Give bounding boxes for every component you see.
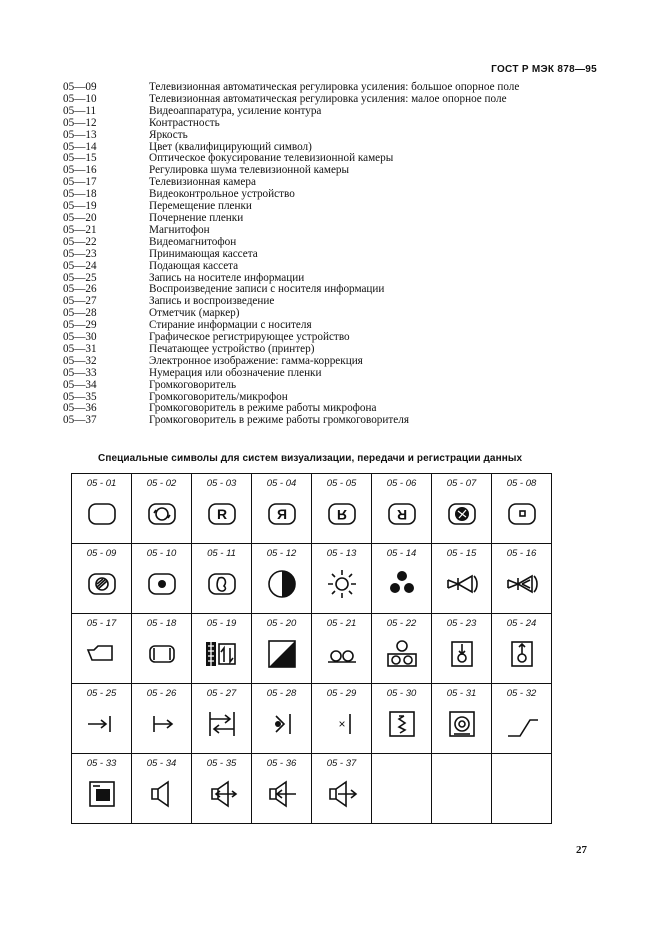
item-description: Громкоговоритель в режиме работы громкоговорителя <box>149 414 409 427</box>
item-description: Телевизионная камера <box>149 176 256 189</box>
symbol-graphic-icon <box>204 706 240 742</box>
symbol-graphic-icon <box>204 636 240 672</box>
item-description: Оптическое фокусирование телевизионной камеры <box>149 152 394 165</box>
symbol-cell <box>312 754 372 824</box>
svg-text:R: R <box>216 506 228 522</box>
list-item <box>63 106 523 118</box>
item-description: Воспроизведение записи с носителя информации <box>149 283 385 296</box>
item-description: Громкоговоритель в режиме работы микрофона <box>149 402 377 415</box>
item-code: 05—36 <box>63 402 97 415</box>
item-description: Видеоаппаратура, усиление контура <box>149 104 322 117</box>
symbol-graphic-icon <box>264 496 300 532</box>
list-item <box>63 261 523 273</box>
list-item <box>63 118 523 130</box>
symbol-graphic-icon <box>204 566 240 602</box>
symbol-graphic-icon <box>144 496 180 532</box>
symbol-graphic-icon <box>84 706 120 742</box>
symbol-graphic-icon <box>504 566 540 602</box>
symbol-label: 05 - 36 <box>266 758 297 769</box>
symbol-label: 05 - 25 <box>86 688 117 699</box>
symbol-graphic-icon <box>444 496 480 532</box>
item-description: Нумерация или обозначение пленки <box>149 366 322 379</box>
item-description: Регулировка шума телевизионной камеры <box>149 164 350 177</box>
symbol-cell <box>492 684 552 754</box>
symbol-cell <box>132 474 192 544</box>
symbol-label: 05 - 27 <box>206 688 237 699</box>
page-number: 27 <box>576 844 587 856</box>
item-code: 05—12 <box>63 116 97 129</box>
symbol-cell <box>132 684 192 754</box>
symbol-label: 05 - 34 <box>146 758 177 769</box>
item-code: 05—35 <box>63 390 97 403</box>
symbol-cell <box>372 684 432 754</box>
symbol-cell <box>192 544 252 614</box>
item-description: Контрастность <box>149 116 220 129</box>
symbol-graphic-icon <box>324 706 360 742</box>
symbol-cell <box>72 684 132 754</box>
symbol-cell <box>432 474 492 544</box>
item-code: 05—33 <box>63 366 97 379</box>
item-code: 05—19 <box>63 200 97 213</box>
item-description: Запись на носителе информации <box>149 271 305 284</box>
item-code: 05—30 <box>63 331 97 344</box>
symbols-row <box>72 754 552 824</box>
symbol-cell <box>252 544 312 614</box>
symbol-graphic-icon <box>444 706 480 742</box>
symbol-cell <box>372 474 432 544</box>
symbol-cell <box>192 754 252 824</box>
symbols-row <box>72 544 552 614</box>
table-caption: Специальные символы для систем визуализации, передачи и регистрации данных <box>98 453 523 464</box>
symbol-graphic-icon <box>384 566 420 602</box>
item-description: Телевизионная автоматическая регулировка усиления: большое опорное поле <box>149 81 520 93</box>
symbol-graphic-icon <box>324 636 360 672</box>
list-item <box>63 249 523 261</box>
symbols-row <box>72 684 552 754</box>
symbol-graphic-icon <box>204 776 240 812</box>
symbol-cell <box>132 544 192 614</box>
symbol-label: 05 - 32 <box>506 688 537 699</box>
item-code: 05—31 <box>63 342 97 355</box>
symbol-graphic-icon <box>324 776 360 812</box>
item-description: Принимающая кассета <box>149 247 258 260</box>
symbol-cell <box>432 544 492 614</box>
list-item <box>63 237 523 249</box>
symbol-graphic-icon <box>264 636 300 672</box>
symbol-graphic-icon <box>504 706 540 742</box>
symbol-graphic-icon <box>444 636 480 672</box>
symbol-cell <box>192 614 252 684</box>
symbol-graphic-icon <box>444 566 480 602</box>
item-description: Перемещение пленки <box>149 200 252 213</box>
list-item <box>63 415 523 427</box>
item-code: 05—16 <box>63 164 97 177</box>
symbol-graphic-icon <box>384 496 420 532</box>
item-description: Запись и воспроизведение <box>149 295 275 308</box>
symbol-graphic-icon <box>84 636 120 672</box>
symbol-label: 05 - 33 <box>86 758 117 769</box>
symbol-label: 05 - 10 <box>146 548 177 559</box>
symbol-cell <box>192 684 252 754</box>
symbol-label: 05 - 11 <box>207 548 236 559</box>
symbol-label: 05 - 12 <box>266 548 297 559</box>
symbol-graphic-icon <box>324 496 360 532</box>
item-code: 05—20 <box>63 211 97 224</box>
symbol-label: 05 - 20 <box>266 618 297 629</box>
svg-text:×: × <box>338 717 346 731</box>
symbol-label: 05 - 23 <box>446 618 477 629</box>
symbol-label: 05 - 24 <box>506 618 537 629</box>
item-code: 05—32 <box>63 354 97 367</box>
list-item <box>63 368 523 380</box>
empty-cell <box>432 754 492 824</box>
symbol-label: 05 - 26 <box>146 688 177 699</box>
symbol-graphic-icon <box>84 566 120 602</box>
symbol-graphic-icon <box>324 566 360 602</box>
symbol-label: 05 - 15 <box>446 548 477 559</box>
item-code: 05—34 <box>63 378 97 391</box>
item-code: 05—13 <box>63 128 97 141</box>
symbol-graphic-icon <box>384 706 420 742</box>
empty-cell <box>492 754 552 824</box>
symbol-label: 05 - 08 <box>506 478 537 489</box>
symbol-graphic-icon <box>264 566 300 602</box>
item-description: Яркость <box>149 128 188 141</box>
item-code: 05—14 <box>63 140 97 153</box>
symbols-row <box>72 474 552 544</box>
symbol-label: 05 - 02 <box>146 478 177 489</box>
item-code: 05—25 <box>63 271 97 284</box>
list-item <box>63 213 523 225</box>
symbol-label: 05 - 16 <box>506 548 537 559</box>
list-item <box>63 284 523 296</box>
symbol-label: 05 - 01 <box>86 478 117 489</box>
symbol-label: 05 - 30 <box>386 688 417 699</box>
svg-text:R: R <box>396 507 408 523</box>
svg-text:Я: Я <box>276 506 288 522</box>
item-description: Печатающее устройство (принтер) <box>149 342 315 355</box>
symbol-cell <box>252 754 312 824</box>
item-description: Видеоконтрольное устройство <box>149 188 295 201</box>
symbol-label: 05 - 09 <box>86 548 117 559</box>
item-code: 05—23 <box>63 247 97 260</box>
item-description: Телевизионная автоматическая регулировка усиления: малое опорное поле <box>149 92 507 105</box>
item-code: 05—22 <box>63 235 97 248</box>
symbol-cell <box>432 684 492 754</box>
symbols-table <box>71 473 552 824</box>
symbol-cell <box>192 474 252 544</box>
symbol-graphic-icon <box>144 776 180 812</box>
symbol-cell <box>312 544 372 614</box>
list-item <box>63 189 523 201</box>
symbol-cell <box>372 544 432 614</box>
symbol-label: 05 - 14 <box>386 548 417 559</box>
symbol-graphic-icon <box>504 496 540 532</box>
list-item <box>63 380 523 392</box>
symbol-label: 05 - 22 <box>386 618 417 629</box>
item-code: 05—28 <box>63 307 97 320</box>
item-description: Цвет (квалифицирующий символ) <box>149 140 312 153</box>
symbol-cell <box>132 614 192 684</box>
standard-header: ГОСТ Р МЭК 878—95 <box>491 64 597 75</box>
list-item <box>63 225 523 237</box>
symbol-graphic-icon <box>204 496 240 532</box>
list-item <box>63 296 523 308</box>
symbol-label: 05 - 19 <box>206 618 237 629</box>
item-code: 05—24 <box>63 259 97 272</box>
item-code: 05—29 <box>63 319 97 332</box>
symbol-cell <box>252 474 312 544</box>
item-description: Громкоговоритель <box>149 378 237 391</box>
item-code: 05—27 <box>63 295 97 308</box>
symbol-label: 05 - 13 <box>326 548 357 559</box>
symbol-cell <box>72 474 132 544</box>
symbol-cell <box>432 614 492 684</box>
symbols-row <box>72 614 552 684</box>
symbol-label: 05 - 18 <box>146 618 177 629</box>
item-code: 05—18 <box>63 188 97 201</box>
symbol-graphic-icon <box>144 636 180 672</box>
item-description: Отметчик (маркер) <box>149 307 240 320</box>
symbol-description-list <box>63 82 523 427</box>
symbol-graphic-icon <box>264 706 300 742</box>
list-item <box>63 201 523 213</box>
symbol-cell <box>132 754 192 824</box>
item-code: 05—17 <box>63 176 97 189</box>
item-code: 05—37 <box>63 414 97 427</box>
symbol-cell <box>252 614 312 684</box>
item-description: Почернение пленки <box>149 211 244 224</box>
item-code: 05—21 <box>63 223 97 236</box>
item-description: Подающая кассета <box>149 259 239 272</box>
symbol-graphic-icon <box>264 776 300 812</box>
symbol-cell <box>72 754 132 824</box>
item-code: 05—11 <box>63 104 97 117</box>
symbol-cell <box>492 614 552 684</box>
symbol-cell <box>372 614 432 684</box>
symbol-label: 05 - 06 <box>386 478 417 489</box>
list-item <box>63 356 523 368</box>
symbol-label: 05 - 05 <box>326 478 357 489</box>
item-description: Графическое регистрирующее устройство <box>149 331 350 344</box>
symbol-graphic-icon <box>144 566 180 602</box>
symbol-cell <box>312 474 372 544</box>
item-description: Электронное изображение: гамма-коррекция <box>149 354 363 367</box>
symbol-cell <box>252 684 312 754</box>
symbol-label: 05 - 29 <box>326 688 357 699</box>
symbol-graphic-icon <box>144 706 180 742</box>
symbol-label: 05 - 03 <box>206 478 237 489</box>
symbol-graphic-icon <box>84 776 120 812</box>
item-description: Видеомагнитофон <box>149 235 237 248</box>
symbol-label: 05 - 07 <box>446 478 477 489</box>
item-code: 05—15 <box>63 152 97 165</box>
item-code: 05—09 <box>63 81 97 93</box>
svg-text:Я: Я <box>336 507 348 523</box>
symbol-graphic-icon <box>84 496 120 532</box>
item-description: Стирание информации с носителя <box>149 319 312 332</box>
item-code: 05—10 <box>63 92 97 105</box>
symbol-cell <box>312 684 372 754</box>
symbol-graphic-icon <box>384 636 420 672</box>
symbol-label: 05 - 37 <box>326 758 357 769</box>
symbol-label: 05 - 31 <box>446 688 477 699</box>
item-description: Громкоговоритель/микрофон <box>149 390 288 403</box>
symbol-graphic-icon <box>504 636 540 672</box>
list-item <box>63 165 523 177</box>
symbol-cell <box>492 474 552 544</box>
symbol-cell <box>492 544 552 614</box>
empty-cell <box>372 754 432 824</box>
symbol-label: 05 - 17 <box>86 618 117 629</box>
item-code: 05—26 <box>63 283 97 296</box>
symbol-cell <box>72 614 132 684</box>
item-description: Магнитофон <box>149 223 210 236</box>
symbol-label: 05 - 21 <box>326 618 357 629</box>
symbol-label: 05 - 35 <box>206 758 237 769</box>
symbol-cell <box>312 614 372 684</box>
symbol-label: 05 - 04 <box>266 478 297 489</box>
list-item <box>63 130 523 142</box>
symbol-label: 05 - 28 <box>266 688 297 699</box>
symbol-cell <box>72 544 132 614</box>
